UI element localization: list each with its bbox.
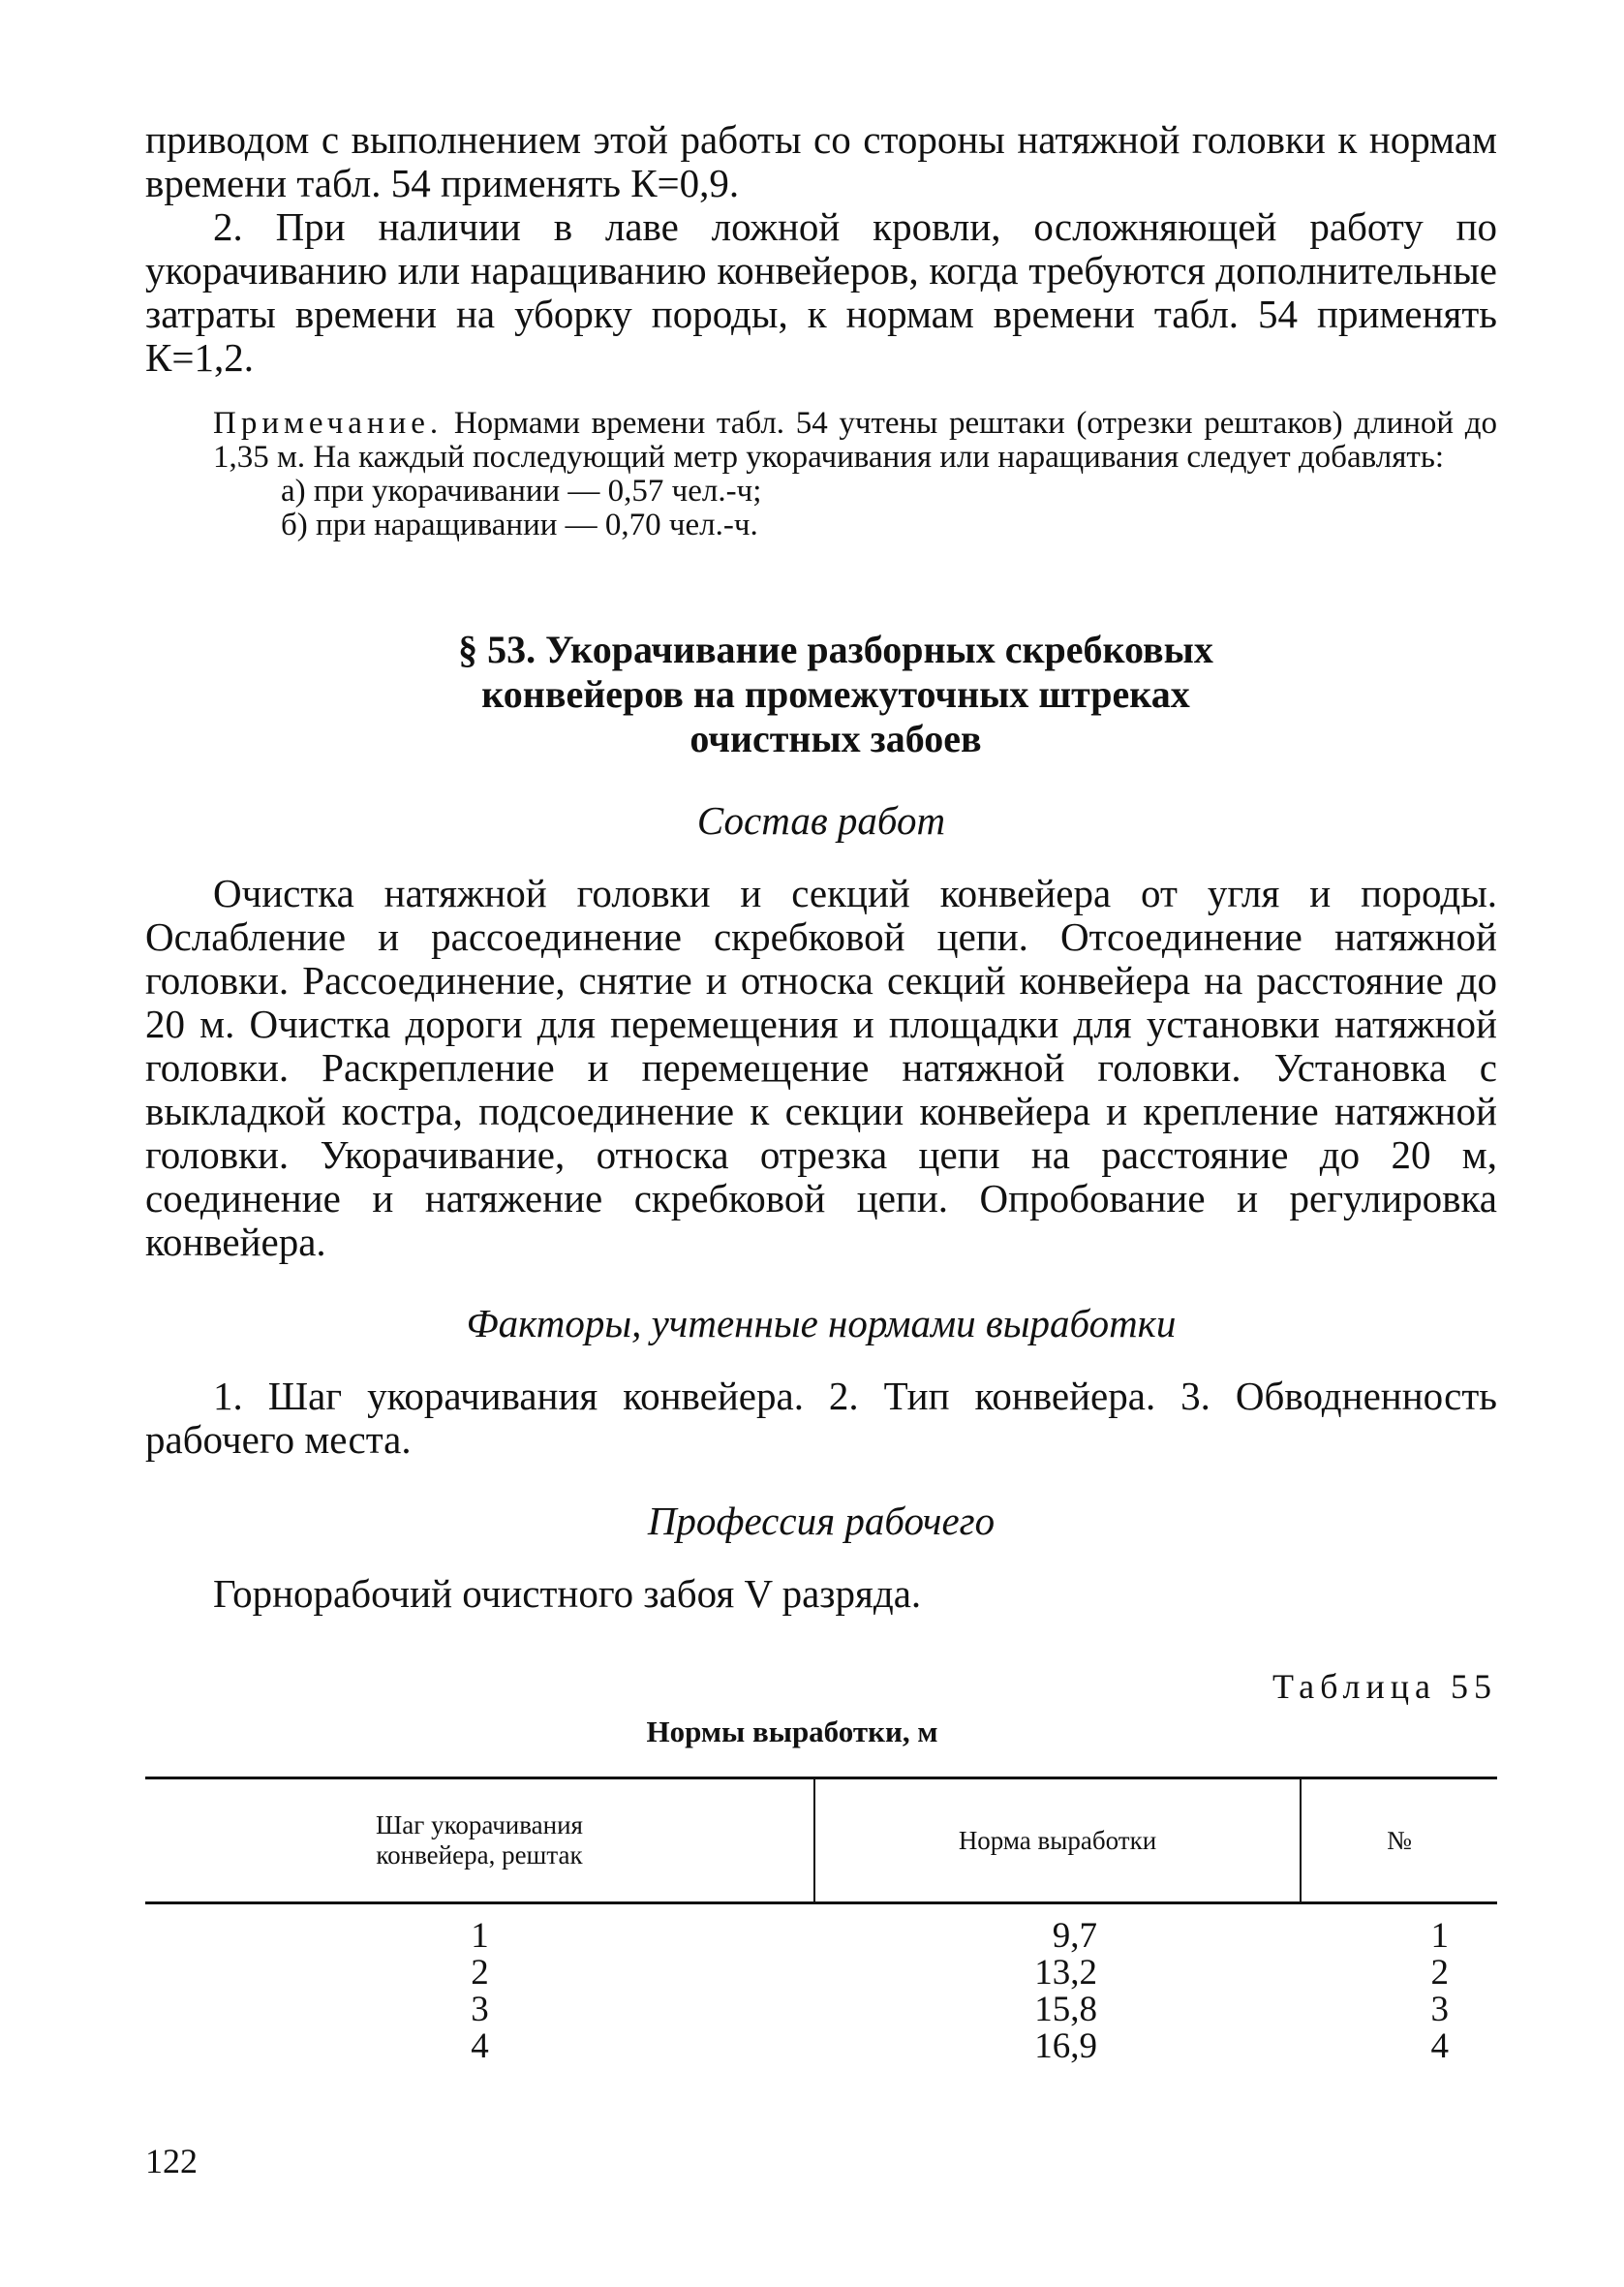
header-step: Шаг укорачивания конвейера, рештак bbox=[145, 1778, 814, 1903]
paragraph-item-2: 2. При наличии в лаве ложной кровли, осложняющей работу по укорачиванию или наращиванию конвейеров, когда требуются дополнительные затраты времени на уборку породы, к нормам времени табл. 54 применять К=1,2. bbox=[145, 204, 1497, 380]
table-label: Таблица 55 bbox=[1272, 1667, 1497, 1706]
factors-title: Факторы, учтенные нормами выработки bbox=[466, 1301, 1177, 1345]
note-block bbox=[213, 407, 1497, 542]
note-text bbox=[213, 407, 1497, 475]
header-number: № bbox=[1301, 1778, 1497, 1903]
cell-number: 2 bbox=[1430, 1953, 1449, 1993]
cell-step: 2 bbox=[471, 1953, 489, 1993]
cell-step: 3 bbox=[471, 1990, 489, 2029]
table-row bbox=[145, 1992, 1497, 2028]
cell-number: 4 bbox=[1430, 2026, 1449, 2066]
cell-norm: 15,8 bbox=[1034, 1990, 1097, 2029]
cell-norm: 16,9 bbox=[1034, 2026, 1097, 2066]
table-row bbox=[145, 2028, 1497, 2065]
section-heading-line-3: очистных забоев bbox=[689, 717, 982, 760]
page-number: 122 bbox=[145, 2142, 198, 2180]
work-composition-title: Состав работ bbox=[696, 798, 946, 843]
cell-norm: 9,7 bbox=[1052, 1916, 1097, 1956]
header-norm: Норма выработки bbox=[814, 1778, 1301, 1903]
table-header-row bbox=[145, 1778, 1497, 1903]
norms-table bbox=[145, 1777, 1497, 2065]
section-heading bbox=[145, 628, 1497, 761]
cell-step: 1 bbox=[471, 1916, 489, 1956]
cell-number: 3 bbox=[1430, 1990, 1449, 2029]
work-composition-text: Очистка натяжной головки и секций конвейера от угля и породы. Ослабление и рассоединение скребковой цепи. Отсоединение натяжной головки. Рассоединение, снятие и относка секций конвейера на расстояние до 20 м. Очистка дороги для перемещения и площадки для установки натяжной головки. Раскрепление и перемещение натяжной головки. Установка с выкладкой костра, подсоединение к секции конвейера и крепление натяжной головки. Укорачивание, относка отрезка цепи на расстояние до 20 м, соединение и натяжение скребковой цепи. Опробование и регулировка конвейера. bbox=[145, 871, 1497, 1264]
cell-number: 1 bbox=[1430, 1916, 1449, 1956]
cell-norm: 13,2 bbox=[1034, 1953, 1097, 1993]
profession-title: Профессия рабочего bbox=[647, 1499, 996, 1543]
note-body: Нормами времени табл. 54 учтены рештаки (отрезки рештаков) длиной до 1,35 м. На каждый последующий метр укорачивания или наращивания следует добавлять: bbox=[213, 406, 1497, 475]
section-heading-line-2: конвейеров на промежуточных штреках bbox=[481, 672, 1190, 716]
paragraph-continuation: приводом с выполнением этой работы со стороны натяжной головки к нормам времени табл. 54 применять К=0,9. bbox=[145, 117, 1497, 205]
table-row bbox=[145, 1955, 1497, 1992]
table-row bbox=[145, 1903, 1497, 1956]
cell-step: 4 bbox=[471, 2026, 489, 2066]
note-label: Примечание. bbox=[213, 406, 444, 441]
table-title: Нормы выработки, м bbox=[646, 1715, 938, 1748]
note-item-b: б) при наращивании — 0,70 чел.-ч. bbox=[281, 508, 758, 542]
profession-text: Горнорабочий очистного забоя V разряда. bbox=[213, 1571, 922, 1616]
section-heading-line-1: § 53. Укорачивание разборных скребковых bbox=[458, 628, 1213, 671]
factors-text: 1. Шаг укорачивания конвейера. 2. Тип конвейера. 3. Обводненность рабочего места. bbox=[145, 1374, 1497, 1462]
document-page bbox=[145, 118, 1497, 2065]
note-item-a: а) при укорачивании — 0,57 чел.-ч; bbox=[281, 474, 762, 509]
